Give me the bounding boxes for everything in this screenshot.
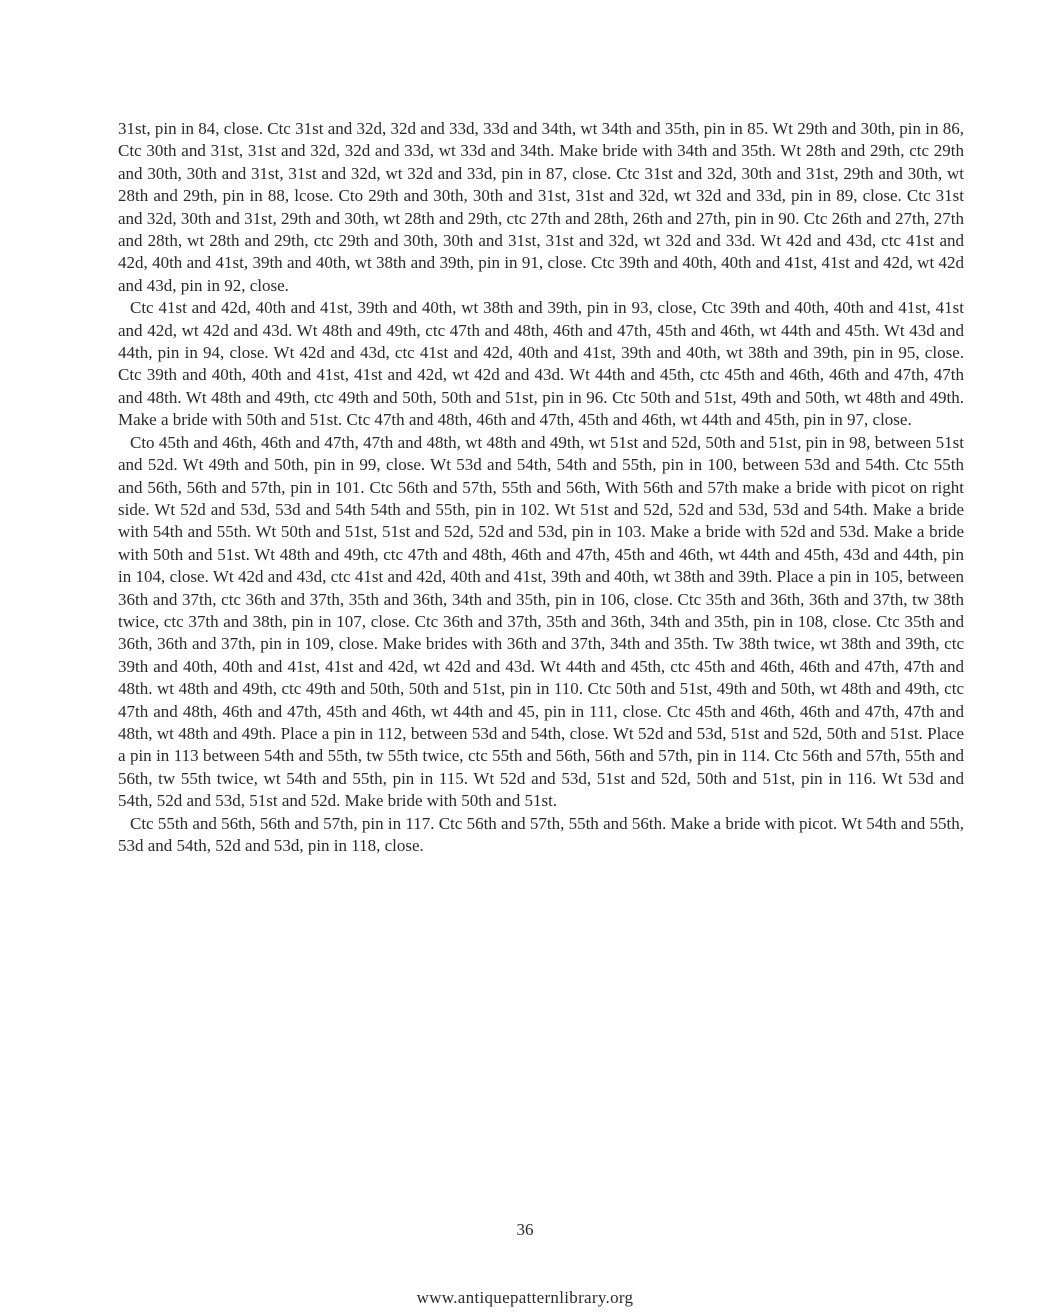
footer-url: www.antiquepatternlibrary.org [416,1288,634,1307]
paragraph-4: Ctc 55th and 56th, 56th and 57th, pin in 117. Ctc 56th and 57th, 55th and 56th. Make a bride with picot. Wt 54th and 55th, 53d and 54th, 52d and 53d, pin in 118, close. [118,813,964,855]
paragraph-1: 31st, pin in 84, close. Ctc 31st and 32d, 32d and 33d, 33d and 34th, wt 34th and 35th, pin in 85. Wt 29th and 30th, pin in 86, Ctc 30th and 31st, 31st and 32d, 32d and 33d, wt 33d and 34th. Make bride with 34th and 35th. Wt 28th and 29th, ctc 29th and 30th, 30th and 31st, 31st and 32d, wt 32d and 33d, pin in 87, close. Ctc 31st and 32d, 30th and 31st, 29th and 30th, wt 28th and 29th, pin in 88, lcose. Cto 29th and 30th, 30th and 31st, 31st and 32d, wt 32d and 33d, pin in 89, close. Ctc 31st and 32d, 30th and 31st, 29th and 30th, wt 28th and 29th, ctc 27th and 28th, 26th and 27th, pin in 90. Ctc 26th and 27th, 27th and 28th, wt 28th and 29th, ctc 29th and 30th, 30th and 31st, 31st and 32d, wt 32d and 33d. Wt 42d and 43d, ctc 41st and 42d, 40th and 41st, 39th and 40th, wt 38th and 39th, pin in 91, close. Ctc 39th and 40th, 40th and 41st, 41st and 42d, wt 42d and 43d, pin in 92, close. [118,119,964,295]
paragraph-3: Cto 45th and 46th, 46th and 47th, 47th and 48th, wt 48th and 49th, wt 51st and 52d, 50th and 51st, pin in 98, between 51st and 52d. Wt 49th and 50th, pin in 99, close. Wt 53d and 54th, 54th and 55th, pin in 100, between 53d and 54th. Ctc 55th and 56th, 56th and 57th, pin in 101. Ctc 56th and 57th, 55th and 56th, With 56th and 57th make a bride with picot on right side. Wt 52d and 53d, 53d and 54th 54th and 55th, pin in 102. Wt 51st and 52d, 52d and 53d, 53d and 54th. Make a bride with 54th and 55th. Wt 50th and 51st, 51st and 52d, 52d and 53d, pin in 103. Make a bride with 52d and 53d. Make a bride with 50th and 51st. Wt 48th and 49th, ctc 47th and 48th, 46th and 47th, 45th and 46th, wt 44th and 45th, 43d and 44th, pin in 104, close. Wt 42d and 43d, ctc 41st and 42d, 40th and 41st, 39th and 40th, wt 38th and 39th. Place a pin in 105, between 36th and 37th, ctc 36th and 37th, 35th and 36th, 34th and 35th, pin in 106, close. Ctc 35th and 36th, 36th and 37th, tw 38th twice, ctc 37th and 38th, pin in 107, close. Ctc 36th and 37th, 35th and 36th, 34th and 35th, pin in 108, close. Ctc 35th and 36th, 36th and 37th, pin in 109, close. Make brides with 36th and 37th, 34th and 35th. Tw 38th twice, wt 38th and 39th, ctc 39th and 40th, 40th and 41st, 41st and 42d, wt 42d and 43d. Wt 44th and 45th, ctc 45th and 46th, 46th and 47th, 47th and 48th. wt 48th and 49th, ctc 49th and 50th, 50th and 51st, pin in 110. Ctc 50th and 51st, 49th and 50th, wt 48th and 49th, ctc 47th and 48th, 46th and 47th, 45th and 46th, wt 44th and 45, pin in 111, close. Ctc 45th and 46th, 46th and 47th, 47th and 48th, wt 48th and 49th. Place a pin in 112, between 53d and 54th, close. Wt 52d and 53d, 51st and 52d, 50th and 51st. Place a pin in 113 between 54th and 55th, tw 55th twice, ctc 55th and 56th, 56th and 57th, pin in 114. Ctc 56th and 57th, 55th and 56th, tw 55th twice, wt 54th and 55th, pin in 115. Wt 52d and 53d, 51st and 52d, 50th and 51st, pin in 116. Wt 53d and 54th, 52d and 53d, 51st and 52d. Make bride with 50th and 51st. [118,432,964,811]
page-number: 36 [516,1220,534,1239]
paragraph-2: Ctc 41st and 42d, 40th and 41st, 39th and 40th, wt 38th and 39th, pin in 93, close, Ctc 39th and 40th, 40th and 41st, 41st and 42d, wt 42d and 43d. Wt 48th and 49th, ctc 47th and 48th, 46th and 47th, 45th and 46th, wt 44th and 45th. Wt 43d and 44th, pin in 94, close. Wt 42d and 43d, ctc 41st and 42d, 40th and 41st, 39th and 40th, wt 38th and 39th, pin in 95, close. Ctc 39th and 40th, 40th and 41st, 41st and 42d, wt 42d and 43d. Wt 44th and 45th, ctc 45th and 46th, 46th and 47th, 47th and 48th. Wt 48th and 49th, ctc 49th and 50th, 50th and 51st, pin in 96. Ctc 50th and 51st, 49th and 50th, wt 48th and 49th. Make a bride with 50th and 51st. Ctc 47th and 48th, 46th and 47th, 45th and 46th, wt 44th and 45th, pin in 97, close. [118,298,964,430]
page-body [118,118,964,857]
